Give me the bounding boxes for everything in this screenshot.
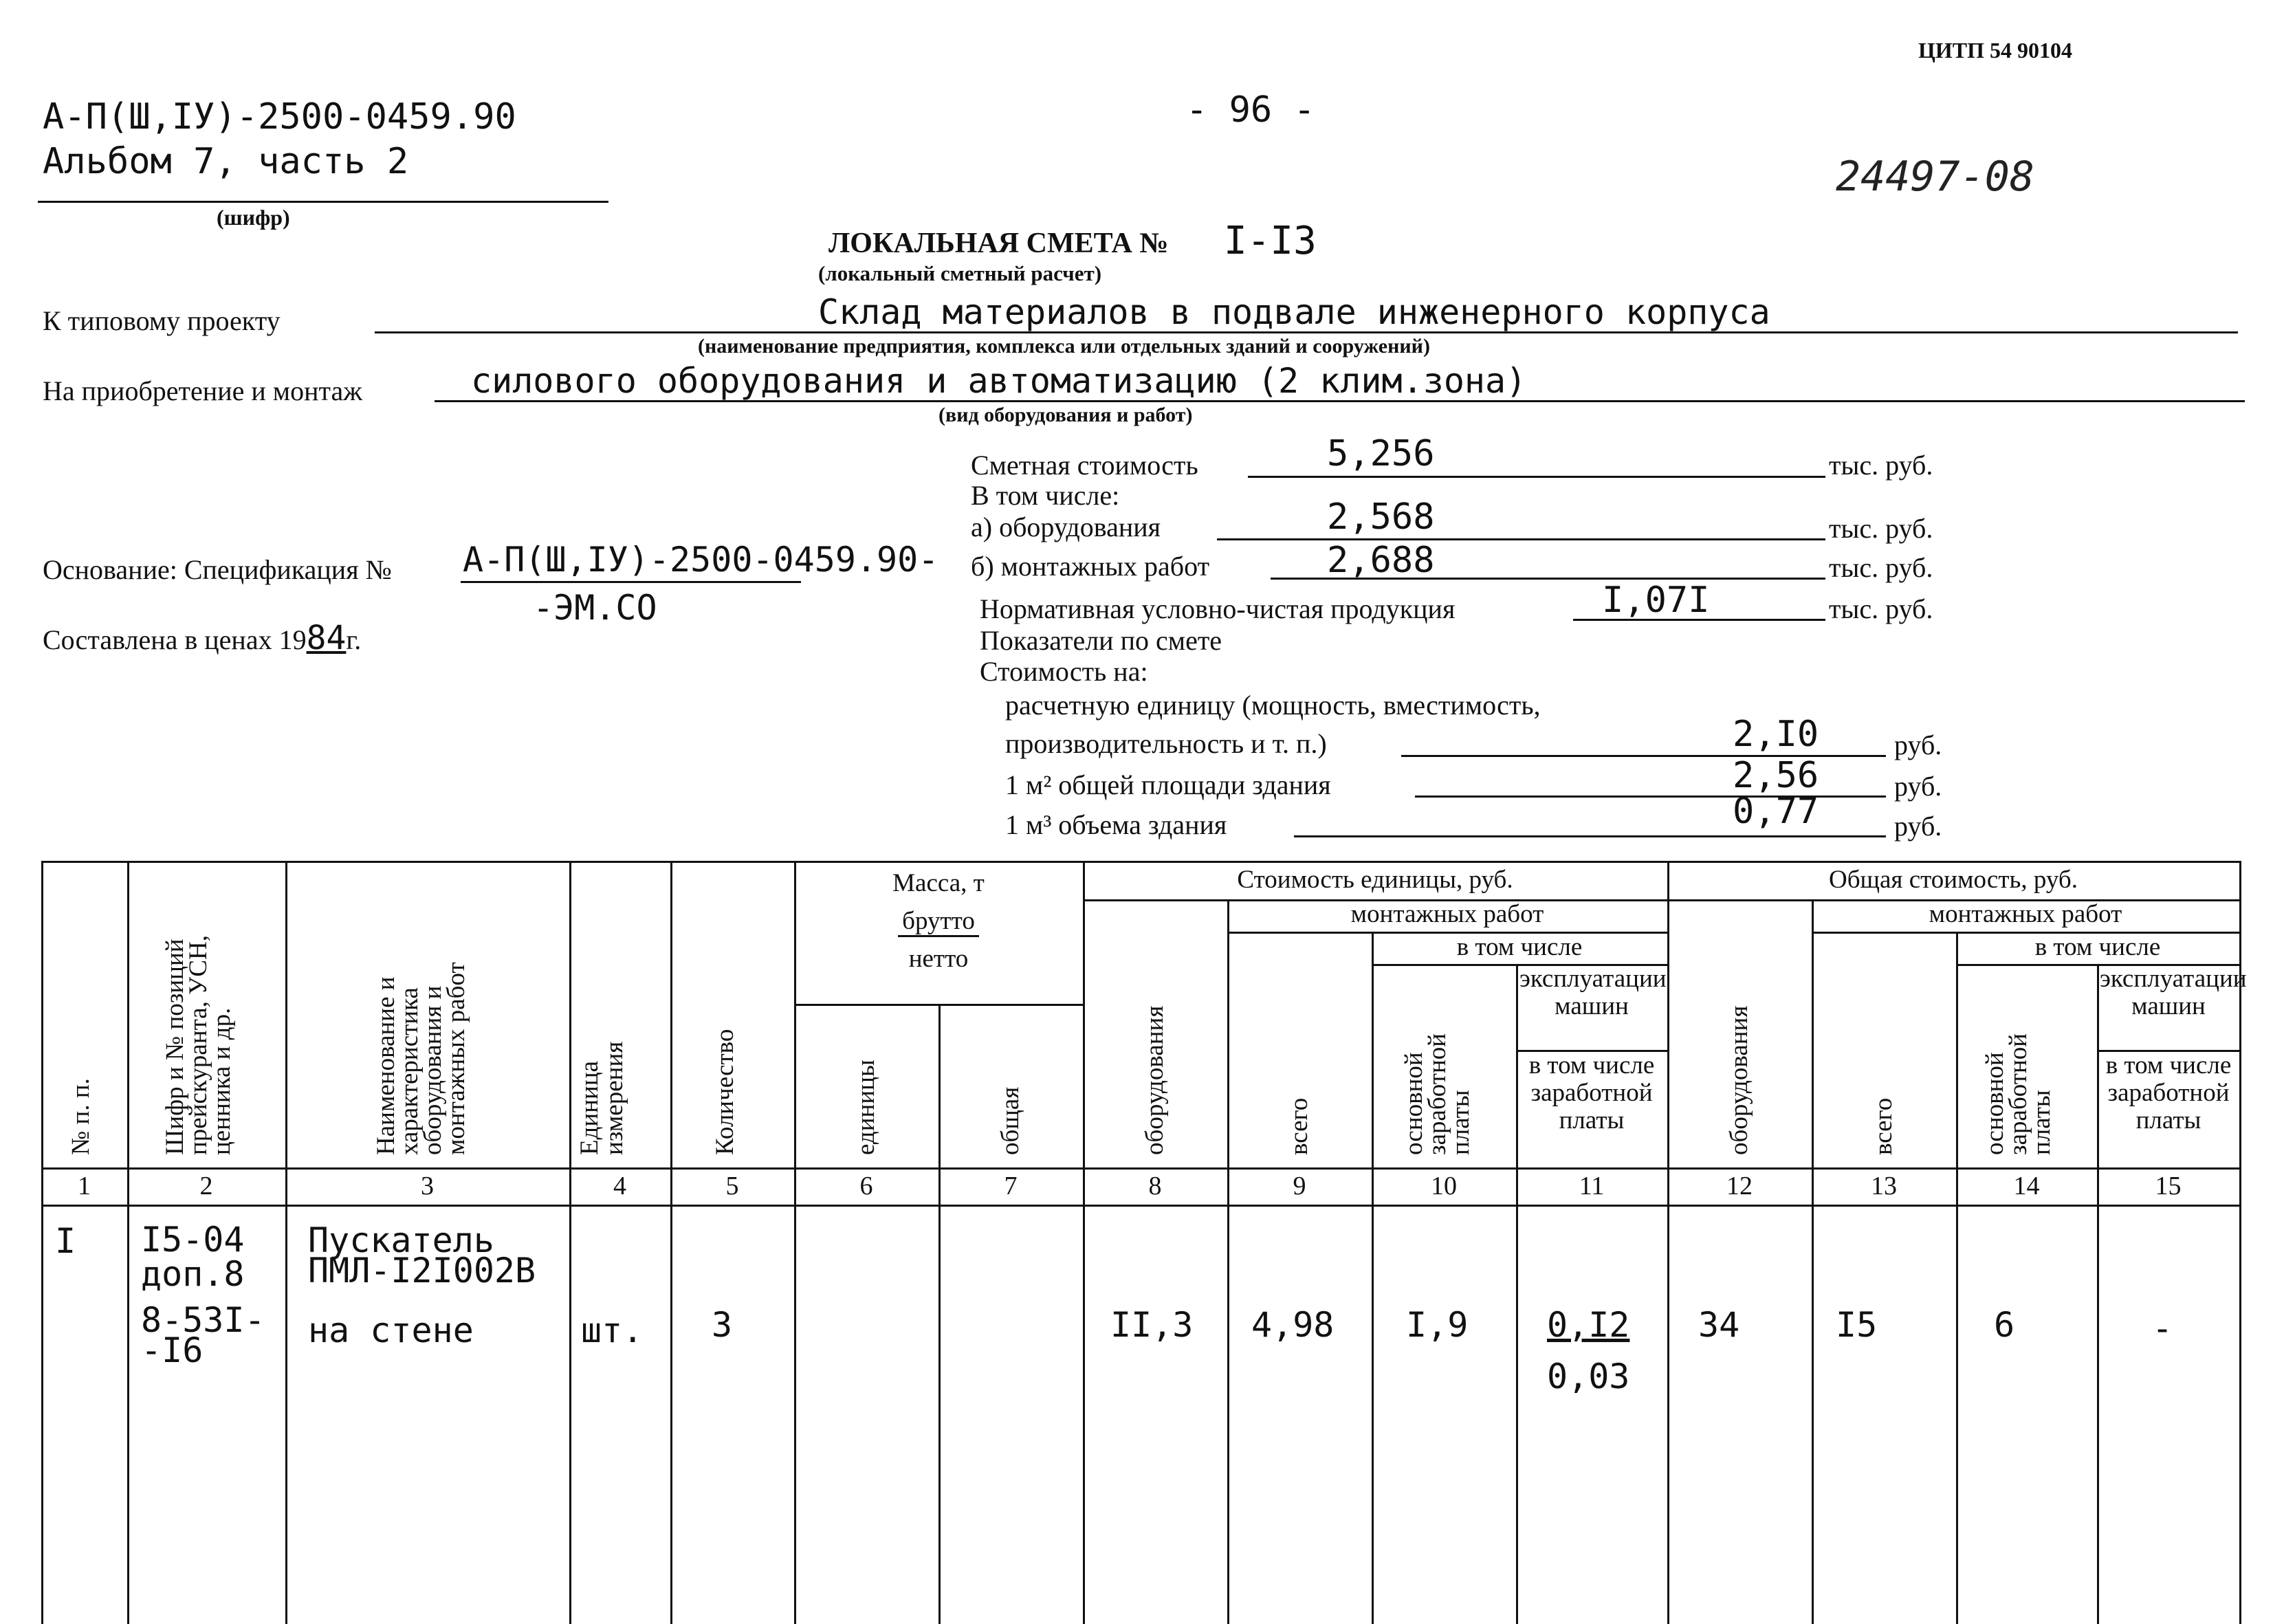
column-number: 3 <box>421 1172 434 1200</box>
header-equipment-total: оборудования <box>1725 1005 1753 1155</box>
prices-year: 84 <box>306 619 347 657</box>
column-number: 11 <box>1579 1172 1605 1200</box>
header-mass: Масса, т <box>892 869 985 897</box>
header-including-unit: в том числе <box>1456 933 1583 961</box>
row-code-2: доп.8 <box>141 1254 245 1294</box>
row-name-3: на стене <box>308 1310 474 1350</box>
column-number: 14 <box>2013 1172 2040 1200</box>
header-net: нетто <box>908 945 969 973</box>
normative-label: Нормативная условно-чистая продукция <box>980 593 1456 624</box>
area-label: 1 м² общей площади здания <box>1005 769 1331 800</box>
header-incl-wages-unit: в том числе заработной платы <box>1528 1051 1655 1134</box>
project-caption: (наименование предприятия, комплекса или отдельных зданий и сооружений) <box>698 335 1430 358</box>
volume-label: 1 м³ объема здания <box>1005 809 1227 840</box>
purchase-caption: (вид оборудования и работ) <box>938 404 1193 426</box>
row-code-4: -I6 <box>141 1330 204 1370</box>
header-wages-unit: основной заработной платы <box>1400 1033 1475 1155</box>
installation-cost-label: б) монтажных работ <box>971 551 1210 582</box>
total-cost-label: Сметная стоимость <box>971 450 1198 481</box>
basis-label: Основание: Спецификация № <box>43 554 392 585</box>
cost-on-label: Стоимость на: <box>980 656 1148 687</box>
purchase-label: На приобретение и монтаж <box>43 375 362 406</box>
indicators-label: Показатели по смете <box>980 625 1222 656</box>
project-label: К типовому проекту <box>43 305 281 336</box>
row-name-1: Пускатель <box>308 1220 494 1260</box>
row-installation-all-total: I5 <box>1836 1305 1878 1345</box>
column-number: 15 <box>2155 1172 2182 1200</box>
header-installation-total: монтажных работ <box>1929 900 2122 928</box>
cipher-line <box>38 201 608 203</box>
page-subtitle: (локальный сметный расчет) <box>818 261 1102 285</box>
volume-rub: руб. <box>1894 811 1942 842</box>
equipment-cost-unit: тыс. руб. <box>1829 513 1933 544</box>
equipment-cost-value: 2,568 <box>1327 496 1435 538</box>
column-number: 9 <box>1293 1172 1306 1200</box>
installation-cost-unit: тыс. руб. <box>1829 552 1933 583</box>
header-quantity: Количество <box>711 1029 739 1155</box>
row-code-1: I5-04 <box>141 1220 245 1260</box>
installation-cost-value: 2,688 <box>1327 540 1435 581</box>
calc-unit-label-1: расчетную единицу (мощность, вместимость, <box>1005 690 1541 721</box>
row-equipment-total: 34 <box>1698 1305 1740 1345</box>
album-label: Альбом 7, часть 2 <box>43 141 409 182</box>
purchase-value: силового оборудования и автоматизацию (2 клим.зона) <box>471 361 1527 401</box>
equipment-cost-label: а) оборудования <box>971 512 1161 542</box>
column-number: 8 <box>1148 1172 1162 1200</box>
column-number: 12 <box>1726 1172 1753 1200</box>
column-number: 7 <box>1004 1172 1018 1200</box>
header-mass-total: общая <box>996 1086 1024 1155</box>
header-including-total: в том числе <box>2034 933 2161 961</box>
row-unit: шт. <box>581 1310 644 1350</box>
prices-label-pre: Составлена в ценах 19 <box>43 624 307 655</box>
header-name: Наименование и характеристика оборудования и монтажных работ <box>372 962 470 1155</box>
including-label: В том числе: <box>971 480 1120 511</box>
row-machines-wages-unit: 0,03 <box>1547 1357 1630 1396</box>
page-number: - 96 - <box>1186 89 1315 131</box>
row-machines-unit: 0,I2 <box>1547 1305 1630 1345</box>
header-unit: Единица измерения <box>575 1041 628 1155</box>
header-gross-text: брутто <box>898 907 979 937</box>
column-number: 1 <box>78 1172 91 1200</box>
area-rub: руб. <box>1894 771 1942 802</box>
normative-unit: тыс. руб. <box>1829 593 1933 624</box>
row-name-2: ПМЛ-I2I002В <box>308 1251 536 1291</box>
column-number: 6 <box>859 1172 873 1200</box>
basis-line <box>461 581 801 583</box>
calc-unit-value: 2,I0 <box>1733 714 1819 755</box>
total-cost-line <box>1248 476 1825 478</box>
header-row-number: № п. п. <box>67 1078 95 1155</box>
row-code-3: 8-53I- <box>141 1300 265 1340</box>
area-value: 2,56 <box>1733 755 1819 796</box>
header-wages-total: основной заработной платы <box>1981 1033 2056 1155</box>
row-number: I <box>55 1221 76 1261</box>
header-machines-unit: эксплуатации машин <box>1519 965 1667 1020</box>
header-incl-wages-total: в том числе заработной платы <box>2105 1051 2232 1134</box>
document-code: А-П(Ш,IУ)-2500-0459.90 <box>43 96 516 138</box>
calc-unit-label-2: производительность и т. п.) <box>1005 728 1327 759</box>
equipment-cost-line <box>1217 538 1825 540</box>
row-wages-total: 6 <box>1994 1305 2015 1345</box>
row-wages-unit: I,9 <box>1406 1305 1469 1345</box>
column-number: 5 <box>725 1172 739 1200</box>
cipher-caption: (шифр) <box>217 205 290 230</box>
handwritten-number: 24497-08 <box>1836 153 2034 201</box>
volume-line <box>1294 835 1886 837</box>
column-number: 2 <box>199 1172 213 1200</box>
header-total-cost: Общая стоимость, руб. <box>1828 866 2078 894</box>
estimate-number: I-I3 <box>1224 219 1317 263</box>
calc-unit-rub: руб. <box>1894 729 1942 760</box>
total-cost-value: 5,256 <box>1327 433 1435 474</box>
row-installation-all-unit: 4,98 <box>1251 1305 1335 1345</box>
stamp-code: ЦИТП 54 90104 <box>1918 38 2073 63</box>
total-cost-unit: тыс. руб. <box>1829 450 1933 481</box>
header-installation-unit: монтажных работ <box>1350 900 1544 928</box>
header-unit-cost: Стоимость единицы, руб. <box>1237 866 1513 894</box>
column-number: 4 <box>613 1172 626 1200</box>
header-mass-unit: единицы <box>852 1060 880 1155</box>
prices-label <box>43 619 361 657</box>
page-title: ЛОКАЛЬНАЯ СМЕТА № <box>828 228 1169 259</box>
row-machines-total: - <box>2152 1308 2173 1348</box>
header-all-total: всего <box>1869 1097 1898 1155</box>
row-quantity: 3 <box>712 1305 733 1345</box>
basis-value-1: А-П(Ш,IУ)-2500-0459.90- <box>463 540 939 580</box>
basis-value-2: -ЭМ.СО <box>533 588 657 628</box>
column-number: 10 <box>1431 1172 1457 1200</box>
header-equipment-unit: оборудования <box>1141 1005 1169 1155</box>
project-value: Склад материалов в подвале инженерного корпуса <box>818 292 1770 332</box>
header-code: Шифр и № позиций прейскуранта, УСН, ценника и др. <box>161 934 236 1155</box>
header-machines-total: эксплуатации машин <box>2100 965 2247 1020</box>
normative-value: I,07I <box>1602 580 1710 621</box>
header-all-unit: всего <box>1285 1097 1313 1155</box>
column-number: 13 <box>1871 1172 1897 1200</box>
volume-value: 0,77 <box>1733 791 1819 832</box>
prices-label-post: г. <box>346 624 362 655</box>
row-equipment-unit: II,3 <box>1110 1305 1194 1345</box>
header-gross <box>794 908 1083 935</box>
